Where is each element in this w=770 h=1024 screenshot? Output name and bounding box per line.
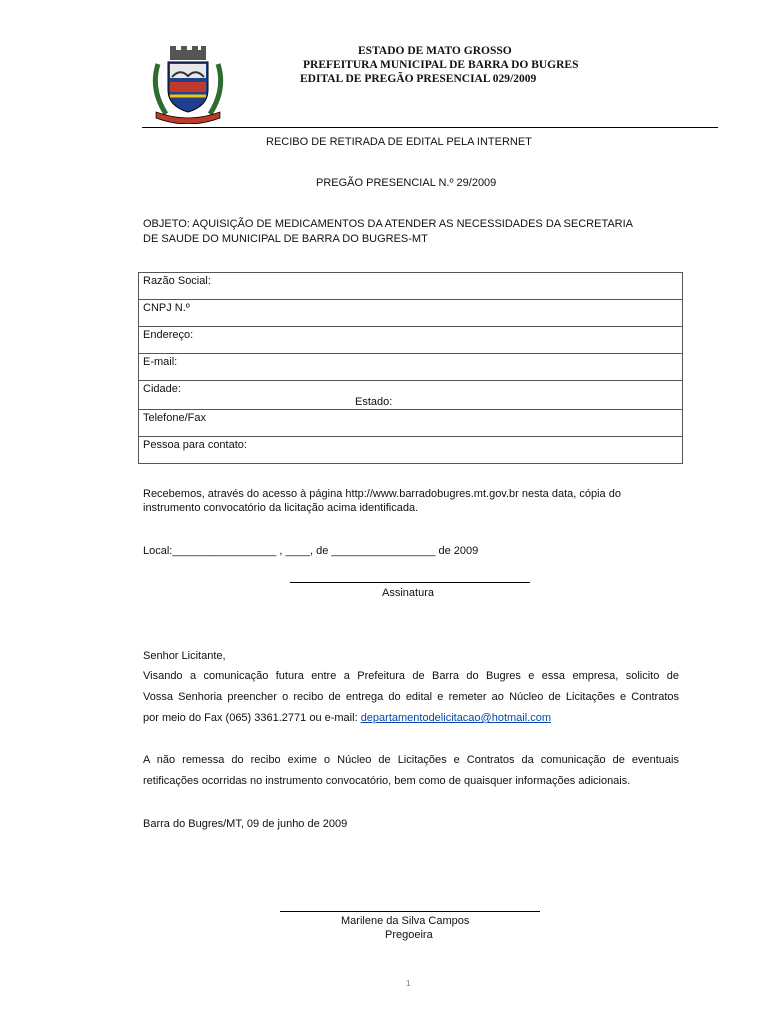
letter-p1-line-2: Vossa Senhoria preencher o recibo de entrega do edital e remeter ao Núcleo de Licitações e Contratos xyxy=(143,691,679,703)
contact-email-link[interactable]: departamentodelicitacao@hotmail.com xyxy=(360,712,552,724)
signer-name: Marilene da Silva Campos xyxy=(341,915,470,927)
municipal-coat-of-arms xyxy=(148,44,228,124)
email-label: E-mail: xyxy=(143,356,178,368)
cnpj-field[interactable] xyxy=(139,300,683,327)
letter-p2-line-1: A não remessa do recibo exime o Núcleo de Licitações e Contratos da comunicação de eventuais xyxy=(143,754,679,766)
email-field[interactable] xyxy=(139,354,683,381)
signer-role: Pregoeira xyxy=(385,929,433,941)
pessoa-contato-field[interactable] xyxy=(139,437,683,464)
pessoa-contato-label: Pessoa para contato: xyxy=(143,439,247,451)
letter-p1-line-3-text: por meio do Fax (065) 3361.2771 ou e-mail: xyxy=(143,712,361,724)
header-prefecture: PREFEITURA MUNICIPAL DE BARRA DO BUGRES xyxy=(303,59,579,71)
razao-social-label: Razão Social: xyxy=(143,275,211,287)
cnpj-label: CNPJ N.º xyxy=(143,302,190,314)
document-subtitle: PREGÃO PRESENCIAL N.º 29/2009 xyxy=(316,177,497,189)
header-divider xyxy=(142,127,718,128)
company-info-form xyxy=(138,272,683,464)
header-edital: EDITAL DE PREGÃO PRESENCIAL 029/2009 xyxy=(300,73,537,85)
receipt-line-2: instrumento convocatório da licitação acima identificada. xyxy=(143,502,419,514)
objeto-line-2: DE SAUDE DO MUNICIPAL DE BARRA DO BUGRES-MT xyxy=(143,233,428,245)
signer-signature-line xyxy=(280,911,540,912)
signature-label: Assinatura xyxy=(382,587,434,599)
objeto-line-1: OBJETO: AQUISIÇÃO DE MEDICAMENTOS DA ATENDER AS NECESSIDADES DA SECRETARIA xyxy=(143,218,634,230)
razao-social-field[interactable] xyxy=(139,273,683,300)
cidade-label: Cidade: xyxy=(143,383,181,395)
header-state: ESTADO DE MATO GROSSO xyxy=(358,45,512,57)
local-date-line: Local:_________________ , ____, de _________________ de 2009 xyxy=(143,545,479,557)
telefone-label: Telefone/Fax xyxy=(143,412,206,424)
estado-label: Estado: xyxy=(355,396,393,408)
document-title: RECIBO DE RETIRADA DE EDITAL PELA INTERNET xyxy=(266,136,532,148)
receipt-line-1: Recebemos, através do acesso à página http://www.barradobugres.mt.gov.br nesta data, cópia do xyxy=(143,488,621,500)
endereco-field[interactable] xyxy=(139,327,683,354)
letter-p1-line-3 xyxy=(143,712,551,725)
page-number: 1 xyxy=(406,979,411,988)
endereco-label: Endereço: xyxy=(143,329,194,341)
letter-salutation: Senhor Licitante, xyxy=(143,650,226,662)
letter-date-place: Barra do Bugres/MT, 09 de junho de 2009 xyxy=(143,818,348,830)
cidade-estado-field[interactable] xyxy=(139,381,683,410)
signature-line xyxy=(290,582,530,583)
telefone-field[interactable] xyxy=(139,410,683,437)
letter-p1-line-1: Visando a comunicação futura entre a Prefeitura de Barra do Bugres e essa empresa, solicito de xyxy=(143,670,679,682)
letter-p2-line-2: retificações ocorridas no instrumento convocatório, bem como de quaisquer informações adicionais. xyxy=(143,775,631,787)
